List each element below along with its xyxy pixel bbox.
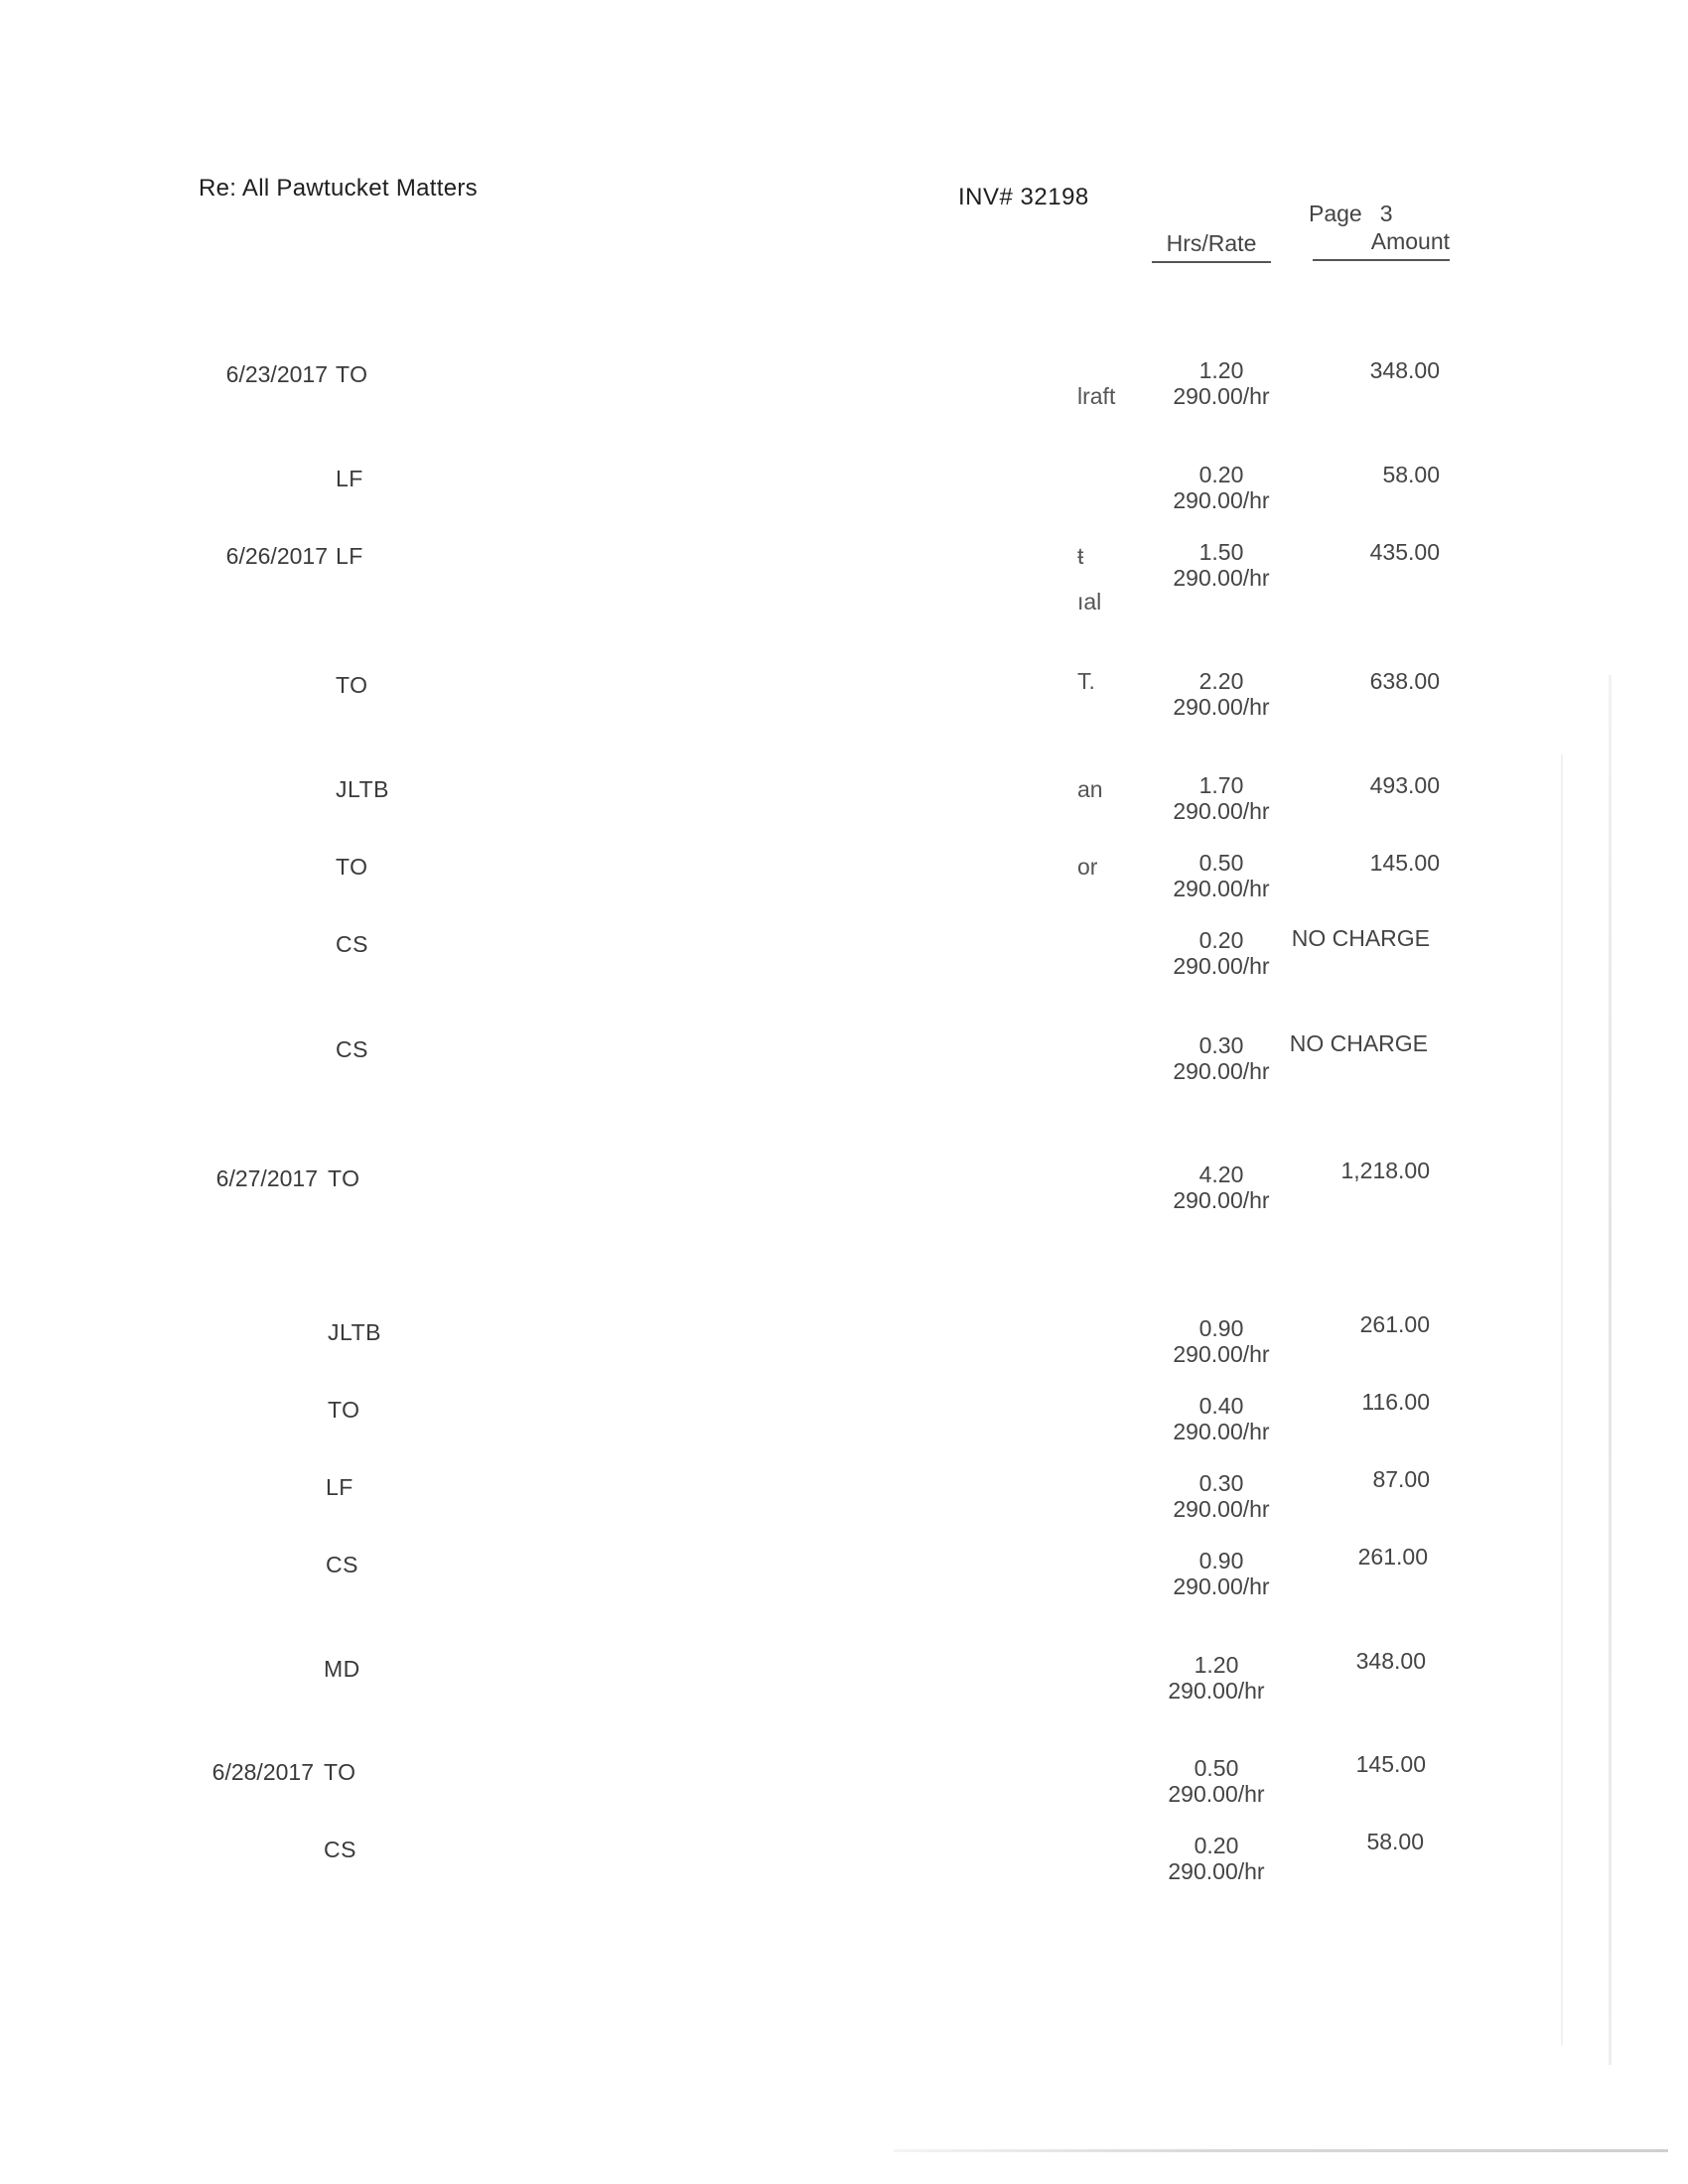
entry-hours: 0.90 xyxy=(1198,1315,1244,1341)
description-fragment: an xyxy=(1077,776,1103,802)
timekeeper: LF xyxy=(336,466,363,491)
entry-rate: 290.00/hr xyxy=(1173,1573,1270,1599)
entry-amount: 493.00 xyxy=(1369,772,1440,798)
entry-hours: 0.50 xyxy=(1194,1755,1239,1781)
entry-amount: 638.00 xyxy=(1369,668,1440,694)
timekeeper: CS xyxy=(336,931,368,957)
column-header-amount: Amount xyxy=(1313,228,1450,255)
entry-rate: 290.00/hr xyxy=(1173,383,1270,409)
time-entry xyxy=(0,1544,1688,1607)
entry-amount: NO CHARGE xyxy=(1289,1030,1428,1056)
timekeeper: LF xyxy=(336,543,363,569)
description-fragment: ŧ xyxy=(1077,543,1084,569)
entry-rate: 290.00/hr xyxy=(1173,1058,1270,1084)
time-entry xyxy=(0,1158,1688,1221)
time-entry xyxy=(0,1389,1688,1452)
entry-amount: 145.00 xyxy=(1369,850,1440,876)
timekeeper: CS xyxy=(324,1837,356,1862)
entry-amount: 1,218.00 xyxy=(1340,1158,1430,1183)
entry-hours: 1.20 xyxy=(1198,357,1244,383)
timekeeper: TO xyxy=(324,1759,356,1785)
timekeeper: JLTB xyxy=(328,1319,381,1345)
entry-hours: 1.50 xyxy=(1198,539,1244,565)
entry-rate: 290.00/hr xyxy=(1173,798,1270,824)
timekeeper: TO xyxy=(336,854,368,880)
timekeeper: MD xyxy=(324,1656,360,1682)
entry-date: 6/26/2017 xyxy=(225,543,328,569)
entry-hours: 0.30 xyxy=(1198,1032,1244,1058)
entry-amount: 145.00 xyxy=(1355,1751,1426,1777)
entry-rate: 290.00/hr xyxy=(1173,487,1270,513)
entry-date: 6/27/2017 xyxy=(215,1165,318,1191)
entry-amount: 261.00 xyxy=(1357,1544,1428,1570)
timekeeper: TO xyxy=(328,1397,360,1423)
timekeeper: CS xyxy=(326,1552,358,1577)
timekeeper: TO xyxy=(336,361,368,387)
page-number: 3 xyxy=(1379,201,1393,226)
matter-reference: Re: All Pawtucket Matters xyxy=(199,175,478,202)
entry-amount: 87.00 xyxy=(1372,1466,1430,1492)
time-entry xyxy=(0,1311,1688,1375)
entry-rate: 290.00/hr xyxy=(1173,1419,1270,1444)
timekeeper: TO xyxy=(336,672,368,698)
time-entry xyxy=(0,539,1688,614)
description-fragment: or xyxy=(1077,854,1098,880)
entry-amount: 348.00 xyxy=(1355,1648,1426,1674)
column-header-hrs-rate: Hrs/Rate xyxy=(1152,230,1271,257)
entry-rate: 290.00/hr xyxy=(1173,1341,1270,1367)
description-fragment-2: ıal xyxy=(1077,589,1102,614)
time-entry xyxy=(0,1829,1688,1892)
entry-hours: 0.50 xyxy=(1198,850,1244,876)
entry-hours: 0.40 xyxy=(1198,1393,1244,1419)
scan-edge-shadow xyxy=(1609,675,1612,2065)
entry-rate: 290.00/hr xyxy=(1168,1678,1265,1704)
description-fragment: lraft xyxy=(1077,383,1116,409)
timekeeper: TO xyxy=(328,1165,360,1191)
entry-rate: 290.00/hr xyxy=(1173,1496,1270,1522)
entry-hours: 0.20 xyxy=(1198,462,1244,487)
entry-amount: 348.00 xyxy=(1369,357,1440,383)
entry-rate: 290.00/hr xyxy=(1173,953,1270,979)
timekeeper: CS xyxy=(336,1036,368,1062)
entry-hours: 0.20 xyxy=(1198,927,1244,953)
scan-bottom-edge xyxy=(894,2149,1668,2152)
time-entry xyxy=(0,1032,1688,1092)
scan-edge-shadow-faint xyxy=(1561,754,1563,2045)
time-entry xyxy=(0,1466,1688,1530)
time-entry xyxy=(0,927,1688,987)
page-indicator xyxy=(1309,201,1393,227)
entry-date: 6/28/2017 xyxy=(211,1759,314,1785)
timekeeper: JLTB xyxy=(336,776,389,802)
time-entry xyxy=(0,772,1688,832)
time-entry xyxy=(0,1648,1688,1711)
page-label: Page xyxy=(1309,201,1362,226)
time-entry xyxy=(0,1751,1688,1815)
entry-amount: NO CHARGE xyxy=(1291,925,1430,951)
description-fragment: T. xyxy=(1077,668,1095,694)
entry-rate: 290.00/hr xyxy=(1168,1781,1265,1807)
entry-rate: 290.00/hr xyxy=(1173,694,1270,720)
entry-hours: 0.20 xyxy=(1194,1833,1239,1858)
entry-amount: 261.00 xyxy=(1359,1311,1430,1337)
timekeeper: LF xyxy=(326,1474,353,1500)
time-entry xyxy=(0,668,1688,728)
entry-amount: 58.00 xyxy=(1382,462,1440,487)
entry-date: 6/23/2017 xyxy=(225,361,328,387)
entry-hours: 1.20 xyxy=(1194,1652,1239,1678)
entry-hours: 1.70 xyxy=(1198,772,1244,798)
time-entry xyxy=(0,357,1688,417)
entry-rate: 290.00/hr xyxy=(1173,876,1270,901)
entry-hours: 0.30 xyxy=(1198,1470,1244,1496)
entry-amount: 116.00 xyxy=(1361,1389,1430,1415)
entry-hours: 2.20 xyxy=(1198,668,1244,694)
time-entry xyxy=(0,462,1688,521)
invoice-number: INV# 32198 xyxy=(958,184,1089,210)
entry-rate: 290.00/hr xyxy=(1168,1858,1265,1884)
entry-rate: 290.00/hr xyxy=(1173,1187,1270,1213)
time-entry xyxy=(0,850,1688,909)
entry-hours: 4.20 xyxy=(1198,1161,1244,1187)
entry-rate: 290.00/hr xyxy=(1173,565,1270,591)
entry-amount: 58.00 xyxy=(1366,1829,1424,1854)
entry-amount: 435.00 xyxy=(1369,539,1440,565)
entry-hours: 0.90 xyxy=(1198,1548,1244,1573)
